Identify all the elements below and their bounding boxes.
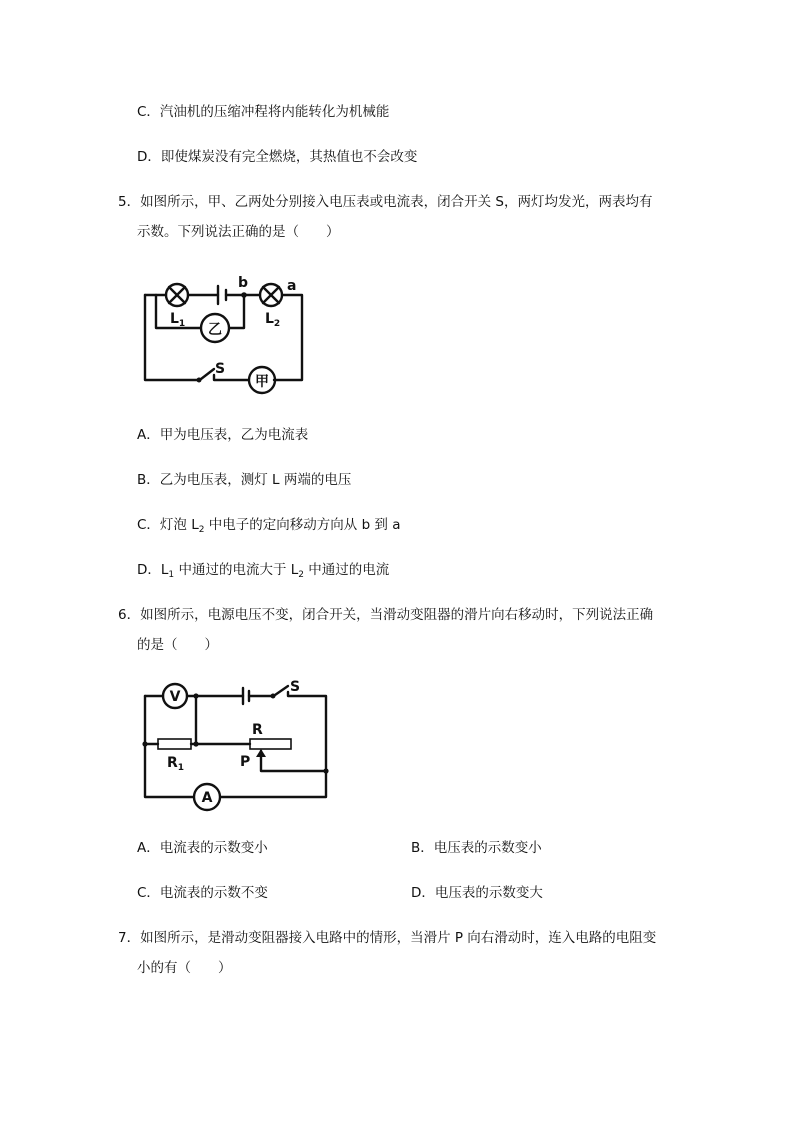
q6-ammeter-label: A — [201, 790, 213, 806]
q6-voltmeter-icon — [163, 684, 187, 708]
q6-option-b: B．电压表的示数变小 — [411, 840, 542, 856]
q5-lamp-l2-icon — [260, 284, 282, 306]
q6-slider-wire — [261, 751, 326, 771]
q5-meter-yi-icon — [201, 314, 229, 342]
q6-option-d: D．电压表的示数变大 — [411, 885, 543, 901]
q6-label-p: P — [240, 754, 251, 770]
q5-meter-jia-icon — [249, 367, 275, 393]
q5-lamp-l1-icon — [166, 284, 188, 306]
q7-stem-line2: 小的有（ ） — [137, 960, 232, 976]
q5-option-d: D．$L_1$ 中通过的电流大于 $L_2$ 中通过的电流 — [137, 562, 390, 580]
q6-wire-bottom-right — [221, 771, 326, 797]
q5-meter-yi-label: 乙 — [208, 322, 222, 338]
q6-label-r1: $R_1$ — [167, 755, 185, 773]
q4-option-c: C．汽油机的压缩冲程将内能转化为机械能 — [137, 104, 390, 120]
q5-switch-label: S — [215, 361, 226, 377]
q6-wire-left — [145, 696, 193, 797]
q5-switch-icon — [201, 369, 214, 379]
q5-label-a: a — [287, 278, 297, 294]
q6-voltmeter-label: V — [169, 689, 181, 705]
q7-stem-line1: 7．如图所示，是滑动变阻器接入电路中的情形，当滑片 P 向右滑动时，连入电路的电阻变 — [118, 930, 657, 946]
q5-label-l2: $L_2$ — [265, 311, 281, 329]
q6-option-a: A．电流表的示数变小 — [137, 840, 268, 856]
q5-node-b — [241, 292, 247, 298]
q6-wire-right — [288, 692, 326, 771]
q5-option-b: B．乙为电压表，测灯 L 两端的电压 — [137, 472, 352, 488]
q6-switch-icon — [275, 686, 288, 695]
q6-option-c: C．电流表的示数不变 — [137, 885, 268, 901]
q5-wire-left-bottom — [145, 295, 197, 380]
q5-wire-right — [274, 295, 302, 380]
q5-meter-jia-label: 甲 — [255, 374, 269, 390]
q5-option-a: A．甲为电压表，乙为电流表 — [137, 427, 309, 443]
q5-option-c: C．灯泡 $L_2$ 中电子的定向移动方向从 b 到 a — [137, 517, 401, 535]
q6-resistor-r1 — [158, 739, 191, 749]
q5-label-b: b — [238, 275, 249, 291]
q6-stem-line2: 的是（ ） — [137, 637, 218, 653]
q5-wire-yi-right — [230, 295, 244, 328]
q6-label-s: S — [290, 679, 301, 695]
q4-option-d: D．即使煤炭没有完全燃烧，其热值也不会改变 — [137, 149, 418, 165]
q5-wire-yi-left — [156, 295, 200, 328]
q6-label-r: R — [252, 722, 263, 738]
q6-stem-line1: 6．如图所示，电源电压不变，闭合开关，当滑动变阻器的滑片向右移动时，下列说法正确 — [118, 607, 654, 623]
q5-label-l1: $L_1$ — [170, 311, 186, 329]
q6-rheostat-r — [250, 739, 291, 749]
q6-slider-arrow-icon — [256, 749, 266, 757]
q6-ammeter-icon — [194, 784, 220, 810]
q5-stem-line1: 5．如图所示，甲、乙两处分别接入电压表或电流表，闭合开关 S，两灯均发光，两表均有 — [118, 194, 653, 210]
q5-stem-line2: 示数。下列说法正确的是（ ） — [137, 224, 340, 240]
